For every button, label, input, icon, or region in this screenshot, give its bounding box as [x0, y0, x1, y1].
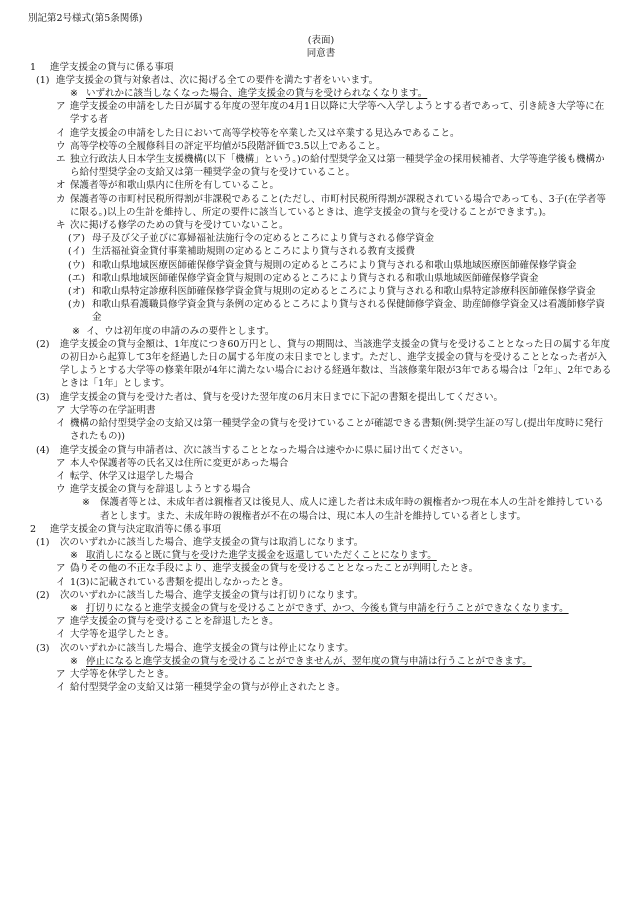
- paragraph-2-2: [30, 589, 612, 602]
- item-text: 和歌山県特定診療科医師確保修学資金貸与規則の定めるところにより貸与される和歌山県特定診療科医師確保修学資金: [92, 286, 596, 298]
- list-item: [30, 615, 612, 628]
- item-text: 大学等を退学したとき。: [70, 629, 175, 641]
- item-text: 和歌山県地域医療医師確保修学資金貸与規則の定めるところにより貸与される和歌山県地域医療医師確保修学資金: [92, 259, 577, 271]
- section-number: 1: [30, 61, 37, 73]
- note-2-2: [30, 602, 612, 615]
- item-mark: (ア): [68, 233, 85, 245]
- paragraph-text: 次のいずれかに該当した場合、進学支援金の貸与は停止になります。: [60, 642, 354, 654]
- section-number: 2: [30, 523, 37, 535]
- list-item: [30, 470, 612, 483]
- section-title: 進学支援金の貸与決定取消等に係る事項: [50, 523, 222, 535]
- item-mark: イ: [56, 127, 66, 139]
- item-mark: ア: [56, 616, 66, 628]
- paragraph-text: 進学支援金の貸与金額は、1年度につき60万円とし、貸与の期間は、当該進学支援金の貸与を受けることとなった日の属する年度の初日から起算して3年を経過した日の属する年度の末日までとします。ただし、進学支援金の貸与を受けることとなった者が入学しようとする大学等の修業年限が4年に満たない場合における経過年数は、当該修業年限が3年である場合は「2年」、2年であるときは「1年」とします。: [60, 338, 612, 390]
- item-mark: ア: [56, 404, 66, 416]
- item-mark: カ: [56, 193, 66, 205]
- note-1-4: [30, 496, 612, 522]
- item-text: 生活福祉資金貸付事業補助規則の定めるところにより貸与される教育支援費: [92, 246, 416, 258]
- paragraph-1-1: [30, 74, 612, 87]
- item-text: 次に掲げる修学のための貸与を受けていないこと。: [70, 220, 289, 232]
- paragraph-number: (1): [36, 536, 50, 548]
- list-item: [30, 127, 612, 140]
- paragraph-number: (3): [36, 391, 50, 403]
- item-text: 転学、休学又は退学した場合: [70, 470, 194, 482]
- paragraph-number: (3): [36, 642, 50, 654]
- list-item: [30, 457, 612, 470]
- list-item: [30, 219, 612, 232]
- list-item: [30, 681, 612, 694]
- title-block: [30, 34, 612, 60]
- note-text: 取消しになると既に貸与を受けた進学支援金を返還していただくことになります。: [86, 550, 437, 562]
- note-2-3: [30, 655, 612, 668]
- list-item: [30, 179, 612, 192]
- list-item: [30, 153, 612, 179]
- item-text: 進学支援金の申請をした日において高等学校等を卒業した又は卒業する見込みであること。: [70, 127, 460, 139]
- note-2-1: [30, 549, 612, 562]
- item-mark: (オ): [68, 286, 85, 298]
- sub-list-item: [30, 259, 612, 272]
- note-mark: ※: [72, 325, 80, 337]
- document-title: 同意書: [306, 48, 336, 60]
- paragraph-text: 進学支援金の貸与申請者は、次に該当することとなった場合は速やかに県に届け出てください。: [60, 444, 469, 456]
- item-mark: ア: [56, 457, 66, 469]
- item-mark: キ: [56, 220, 66, 232]
- item-mark: (カ): [68, 299, 85, 311]
- item-text: 進学支援金の申請をした日が属する年度の翌年度の4月1日以降に大学等へ入学しようとする者であって、引き続き大学等に在学する者: [70, 101, 605, 126]
- section-2-heading: [30, 523, 612, 536]
- note-1-1: [30, 87, 612, 100]
- item-text: 大学等の在学証明書: [70, 404, 156, 416]
- item-mark: (ウ): [68, 259, 85, 271]
- paragraph-1-4: [30, 444, 612, 457]
- paragraph-number: (4): [36, 444, 50, 456]
- note-mark: ※: [70, 88, 78, 100]
- item-text: 保護者等の市町村民税所得割が非課税であること(ただし、市町村民税所得割が課税されている場合であっても、3子(在学者等に限る。)以上の生計を維持し、所定の要件に該当しているときは、進学支援金の貸与を受けることができます。)。: [70, 193, 606, 218]
- item-text: 高等学校等の全履修科目の評定平均値が5段階評価で3.5以上であること。: [70, 140, 386, 152]
- list-item: [30, 668, 612, 681]
- item-text: 和歌山県看護職員修学資金貸与条例の定めるところにより貸与される保健師修学資金、助産師修学資金又は看護師修学資金: [92, 299, 606, 324]
- item-text: 大学等を休学したとき。: [70, 668, 175, 680]
- list-item: [30, 193, 612, 219]
- item-text: 1(3)に記載されている書類を提出しなかったとき。: [70, 576, 289, 588]
- item-mark: ア: [56, 668, 66, 680]
- paragraph-number: (2): [36, 589, 50, 601]
- note-text: 停止になると進学支援金の貸与を受けることができませんが、翌年度の貸与申請は行うことができます。: [86, 655, 532, 667]
- sub-list-item: [30, 272, 612, 285]
- note-mark: ※: [70, 655, 78, 667]
- list-item: [30, 417, 612, 443]
- item-text: 機構の給付型奨学金の支給又は第一種奨学金の貸与を受けていることが確認できる書類(例:奨学生証の写し(提出年度時に発行されたもの)): [70, 418, 604, 443]
- item-mark: イ: [56, 576, 66, 588]
- form-label: 別記第2号様式(第5条関係): [28, 13, 143, 24]
- paragraph-text: 進学支援金の貸与対象者は、次に掲げる全ての要件を満たす者をいいます。: [56, 74, 379, 86]
- note-text: いずれかに該当しなくなった場合、進学支援金の貸与を受けられなくなります。: [86, 88, 428, 100]
- list-item: [30, 562, 612, 575]
- item-text: 母子及び父子並びに寡婦福祉法施行令の定めるところにより貸与される修学資金: [92, 233, 435, 245]
- item-mark: ウ: [56, 484, 66, 496]
- list-item: [30, 100, 612, 126]
- side-label: (表面): [307, 35, 335, 47]
- paragraph-text: 次のいずれかに該当した場合、進学支援金の貸与は打切りになります。: [60, 589, 364, 601]
- item-mark: (イ): [68, 246, 85, 258]
- section-1-heading: [30, 61, 612, 74]
- item-text: 給付型奨学金の支給又は第一種奨学金の貸与が停止されたとき。: [70, 682, 346, 694]
- sub-list-item: [30, 298, 612, 324]
- paragraph-number: (1): [36, 74, 50, 86]
- item-text: 進学支援金の貸与を受けることを辞退したとき。: [70, 616, 279, 628]
- item-text: 偽りその他の不正な手段により、進学支援金の貸与を受けることとなったことが判明したとき。: [70, 563, 479, 575]
- list-item: [30, 404, 612, 417]
- paragraph-text: 進学支援金の貸与を受けた者は、貸与を受けた翌年度の6月末日までに下記の書類を提出してください。: [60, 391, 504, 403]
- item-text: 保護者等が和歌山県内に住所を有していること。: [70, 180, 280, 192]
- note-mark: ※: [82, 497, 90, 509]
- paragraph-2-1: [30, 536, 612, 549]
- item-mark: ア: [56, 101, 66, 113]
- note-mark: ※: [70, 550, 78, 562]
- item-mark: エ: [56, 154, 66, 166]
- note-text: 打切りになると進学支援金の貸与を受けることができず、かつ、今後も貸与申請を行うことができなくなります。: [86, 602, 569, 614]
- list-item: [30, 140, 612, 153]
- item-mark: イ: [56, 682, 66, 694]
- item-mark: イ: [56, 418, 66, 430]
- section-title: 進学支援金の貸与に係る事項: [50, 61, 174, 73]
- item-text: 和歌山県地域医師確保修学資金貸与規則の定めるところにより貸与される和歌山県地域医師確保修学資金: [92, 272, 539, 284]
- list-item: [30, 628, 612, 641]
- item-mark: イ: [56, 629, 66, 641]
- paragraph-1-2: [30, 338, 612, 391]
- item-mark: ア: [56, 563, 66, 575]
- item-mark: イ: [56, 470, 66, 482]
- item-text: 進学支援金の貸与を辞退しようとする場合: [70, 484, 251, 496]
- item-mark: (エ): [68, 272, 85, 284]
- item-mark: オ: [56, 180, 66, 192]
- sub-list-item: [30, 285, 612, 298]
- note-text: イ、ウは初年度の申請のみの要件とします。: [86, 325, 275, 337]
- note-mark: ※: [70, 602, 78, 614]
- item-text: 独立行政法人日本学生支援機構(以下「機構」という。)の給付型奨学金又は第一種奨学金の採用候補者、大学等進学後も機構から給付型奨学金の支給又は第一種奨学金の貸与を受けていること。: [70, 154, 605, 179]
- list-item: [30, 483, 612, 496]
- list-item: [30, 576, 612, 589]
- paragraph-1-3: [30, 391, 612, 404]
- paragraph-number: (2): [36, 338, 50, 350]
- note-1-1-b: [30, 325, 612, 338]
- paragraph-2-3: [30, 642, 612, 655]
- sub-list-item: [30, 232, 612, 245]
- item-text: 本人や保護者等の氏名又は住所に変更があった場合: [70, 457, 289, 469]
- sub-list-item: [30, 245, 612, 258]
- note-text: 保護者等とは、未成年者は親権者又は後見人、成人に達した者は未成年時の親権者かつ現在本人の生計を維持している者とします。また、未成年時の親権者が不在の場合は、現に本人の生計を維持している者とします。: [100, 497, 604, 522]
- item-mark: ウ: [56, 140, 66, 152]
- paragraph-text: 次のいずれかに該当した場合、進学支援金の貸与は取消しになります。: [60, 536, 364, 548]
